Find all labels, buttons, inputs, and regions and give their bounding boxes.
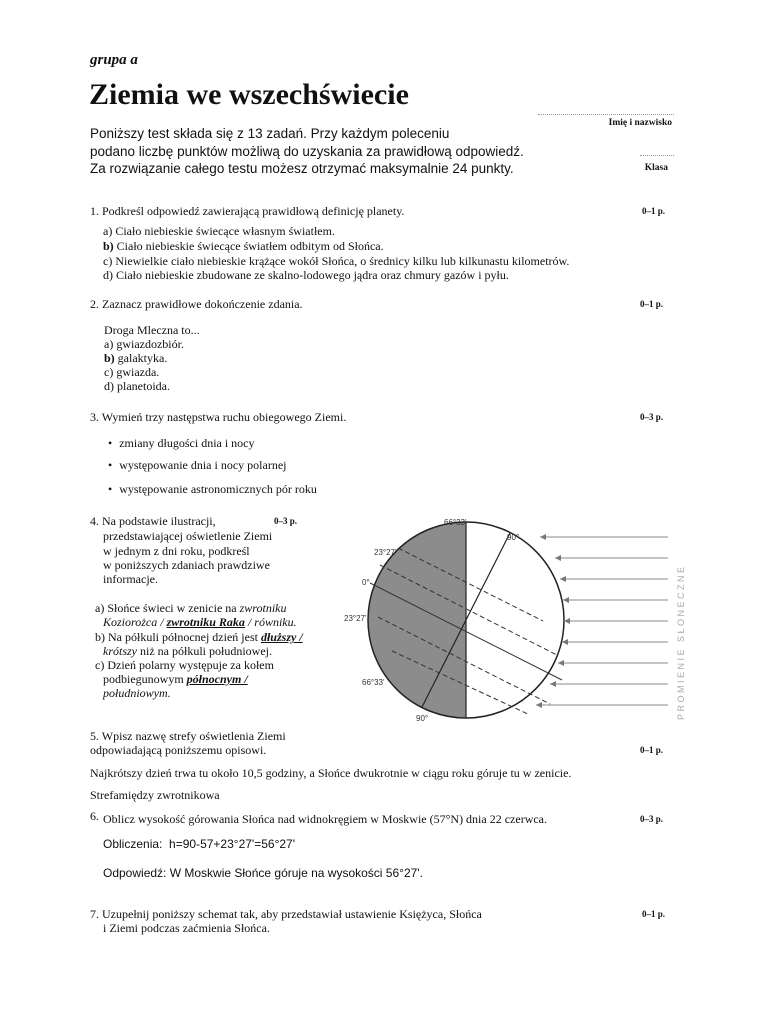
intro-line-2: podano liczbę punktów możliwą do uzyskania za prawidłową odpowiedź. (90, 144, 524, 159)
q3-text: 3. Wymień trzy następstwa ruchu obiegowego Ziemi. (90, 410, 347, 424)
q3-answer-2[interactable]: • występowanie dnia i nocy polarnej (108, 458, 287, 473)
q4-sentence-c-1: c) Dzień polarny występuje za kołem (95, 658, 274, 672)
q4-line-3: w jednym z dni roku, podkreśl (103, 544, 250, 558)
q7-points: 0–1 p. (642, 909, 666, 919)
q4-a-option-rowniku[interactable]: / równiku. (247, 615, 297, 629)
q4-a-option-raka[interactable]: zwrotniku Raka (166, 615, 245, 629)
q4-c-option-polnocnym[interactable]: północnym / (186, 672, 248, 686)
intro-line-3: Za rozwiązanie całego testu możesz otrzymać maksymalnie 24 punkty. (90, 161, 514, 176)
q2-option-c[interactable]: c) gwiazda. (104, 365, 160, 379)
q5-answer[interactable]: Strefamiędzy zwrotnikowa (90, 788, 220, 802)
q4-c-option-poludniowym[interactable]: południowym. (103, 686, 171, 700)
q4-sentence-b-1: b) Na półkuli północnej dzień jest dłuższy / (95, 630, 303, 644)
q6-number: 6. (90, 809, 99, 823)
q2-stem: Droga Mleczna to... (104, 323, 200, 337)
earth-illumination-diagram (344, 515, 696, 727)
q5-line-2: odpowiadającą poniższemu opisowi. (90, 743, 267, 757)
q4-sentence-a-2 (103, 615, 297, 630)
q1-option-a[interactable]: a) Ciało niebieskie świecące własnym światłem. (103, 224, 335, 238)
label-90-bottom: 90° (416, 714, 429, 723)
q2-option-a[interactable]: a) gwiazdozbiór. (104, 337, 184, 351)
page-title: Ziemia we wszechświecie (89, 78, 409, 111)
label-66-bottom: 66°33' (362, 678, 385, 687)
q4-b-option-dluzszy[interactable]: dłuższy / (260, 630, 303, 644)
q1-points: 0–1 p. (642, 206, 666, 216)
q6-calculation[interactable]: Obliczenia: h=90-57+23°27'=56°27' (103, 837, 296, 851)
q4-line-4: w poniższych zdaniach prawdziwe (103, 558, 270, 572)
q1-option-d[interactable]: d) Ciało niebieskie zbudowane ze skalno-lodowego jądra oraz chmury gazów i pyłu. (103, 268, 509, 282)
q4-a-option-zwrotniku[interactable]: zwrotniku (239, 601, 287, 615)
q2-option-b[interactable]: b) galaktyka. (104, 351, 168, 365)
q4-sentence-c-2: podbiegunowym północnym / (103, 672, 248, 686)
label-90-top: 90° (507, 533, 520, 542)
class-label: Klasa (644, 163, 668, 173)
intro-line-1: Poniższy test składa się z 13 zadań. Przy każdym poleceniu (90, 126, 450, 141)
q4-sentence-b-2: krótszy niż na półkuli południowej. (103, 644, 272, 658)
q4-b-option-krotszy[interactable]: krótszy (103, 644, 137, 658)
name-label: Imię i nazwisko (608, 118, 672, 128)
q5-points: 0–1 p. (640, 745, 664, 755)
q3-answer-3[interactable]: • występowanie astronomicznych pór roku (108, 482, 317, 497)
q1-option-b[interactable]: b) Ciało niebieskie świecące światłem odbitym od Słońca. (103, 239, 384, 253)
label-66-top: 66°33' (444, 518, 467, 527)
name-line[interactable] (538, 114, 674, 115)
q2-text: 2. Zaznacz prawidłowe dokończenie zdania. (90, 297, 303, 311)
q4-sentence-c-3 (103, 686, 171, 701)
q1-option-c[interactable]: c) Niewielkie ciało niebieskie krążące wokół Słońca, o średnicy kilku lub kilkunastu kilometrów. (103, 254, 570, 268)
q4-line-1: 4. Na podstawie ilustracji, (90, 514, 216, 528)
q7-line-2: i Ziemi podczas zaćmienia Słońca. (103, 921, 270, 935)
q1-text: 1. Podkreśl odpowiedź zawierającą prawidłową definicję planety. (90, 204, 405, 218)
q4-line-5: informacje. (103, 572, 158, 586)
q4-sentence-a-1: a) Słońce świeci w zenicie na zwrotniku (95, 601, 287, 615)
q3-answer-1[interactable]: • zmiany długości dnia i nocy (108, 436, 255, 451)
group-label: grupa a (90, 52, 138, 68)
q2-points: 0–1 p. (640, 299, 664, 309)
q4-points: 0–3 p. (274, 516, 298, 526)
q5-line-1: 5. Wpisz nazwę strefy oświetlenia Ziemi (90, 729, 286, 743)
q7-line-1: 7. Uzupełnij poniższy schemat tak, aby przedstawiał ustawienie Księżyca, Słońca (90, 907, 482, 921)
class-line[interactable] (640, 155, 674, 156)
label-0: 0° (362, 578, 370, 587)
label-23-top: 23°27' (374, 548, 397, 557)
q3-points: 0–3 p. (640, 412, 664, 422)
q5-description: Najkrótszy dzień trwa tu około 10,5 godziny, a Słońce dwukrotnie w ciągu roku góruje tu w zenicie. (90, 766, 572, 780)
q6-text: Oblicz wysokość górowania Słońca nad widnokręgiem w Moskwie (57°N) dnia 22 czerwca. (103, 812, 548, 826)
q4-a-option-koziorozca[interactable]: Koziorożca / (103, 615, 164, 629)
label-23-bottom: 23°27' (344, 614, 367, 623)
q4-line-2: przedstawiającej oświetlenie Ziemi (103, 529, 273, 543)
q6-points: 0–3 p. (640, 814, 664, 824)
q6-answer[interactable]: Odpowiedź: W Moskwie Słońce góruje na wysokości 56°27'. (103, 866, 423, 880)
rays-label: PROMIENIE SŁONECZNE (676, 564, 686, 720)
q2-option-d[interactable]: d) planetoida. (104, 379, 170, 393)
